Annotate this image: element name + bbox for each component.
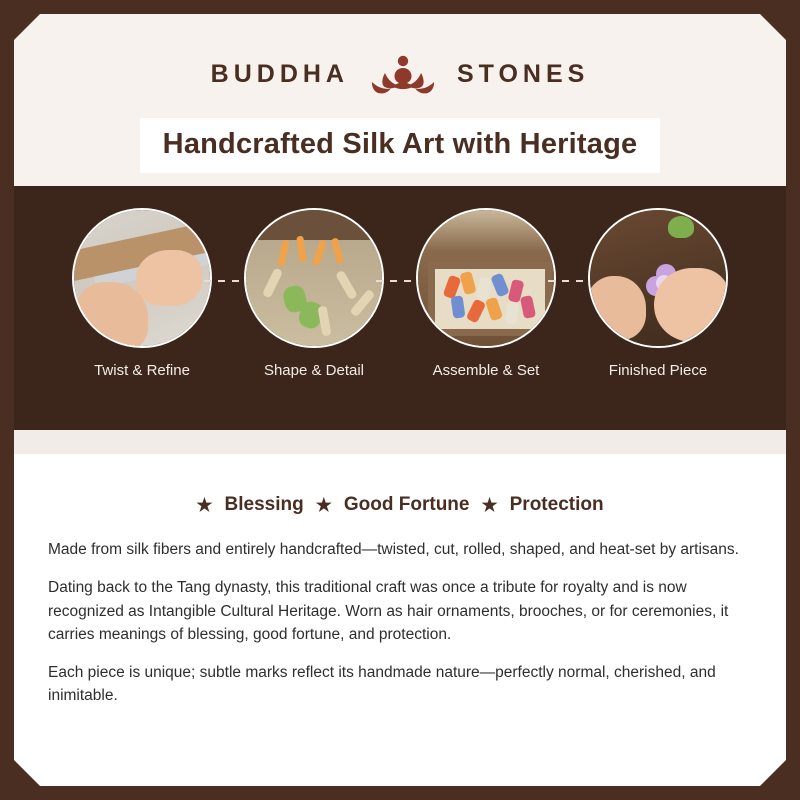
step-item: [572, 208, 744, 379]
benefit-label: Protection: [509, 494, 604, 515]
step-item: [228, 208, 400, 379]
paragraph-list: [14, 516, 786, 708]
step-label: Assemble & Set: [432, 362, 540, 379]
step-label: Shape & Detail: [263, 362, 365, 379]
step-label: Twist & Refine: [94, 362, 190, 379]
lotus-meditation-icon: [365, 49, 441, 99]
section-divider: [14, 430, 786, 454]
brand-name-right: STONES: [456, 59, 590, 88]
star-icon: ★: [196, 494, 213, 515]
paragraph: Each piece is unique; subtle marks reflect its handmade nature—perfectly normal, cherished, and inimitable.: [48, 664, 716, 705]
header: [14, 14, 786, 186]
star-icon: ★: [481, 494, 498, 515]
brand-name-left: BUDDHA: [210, 59, 349, 88]
paragraph: Made from silk fibers and entirely handcrafted—twisted, cut, rolled, shaped, and heat-set by artisans.: [48, 541, 739, 558]
benefit-label: Blessing: [224, 494, 304, 515]
content-area: [14, 14, 786, 786]
benefits-row: [14, 494, 786, 516]
brand-lockup: [14, 46, 786, 102]
page-title: Handcrafted Silk Art with Heritage: [162, 128, 638, 160]
title-band: [140, 118, 660, 173]
steps-row: [14, 208, 786, 379]
step-photo-finished-piece: [588, 208, 728, 348]
benefit-label: Good Fortune: [343, 494, 470, 515]
corner-notch-top-right: [760, 14, 786, 40]
step-item: [56, 208, 228, 379]
step-photo-shape-detail: [244, 208, 384, 348]
step-item: [400, 208, 572, 379]
corner-notch-bottom-right: [760, 760, 786, 786]
step-photo-assemble-set: [416, 208, 556, 348]
corner-notch-bottom-left: [14, 760, 40, 786]
description-section: [14, 430, 786, 772]
process-steps-strip: [14, 186, 786, 430]
step-label: Finished Piece: [608, 362, 708, 379]
corner-notch-top-left: [14, 14, 40, 40]
star-icon: ★: [315, 494, 332, 515]
step-photo-twist-refine: [72, 208, 212, 348]
paragraph: Dating back to the Tang dynasty, this traditional craft was once a tribute for royalty and is now recognized as Intangible Cultural Heritage. Worn as hair ornaments, brooches, or for ceremonies, it carries meanings of blessing, good fortune, and protection.: [48, 579, 729, 643]
